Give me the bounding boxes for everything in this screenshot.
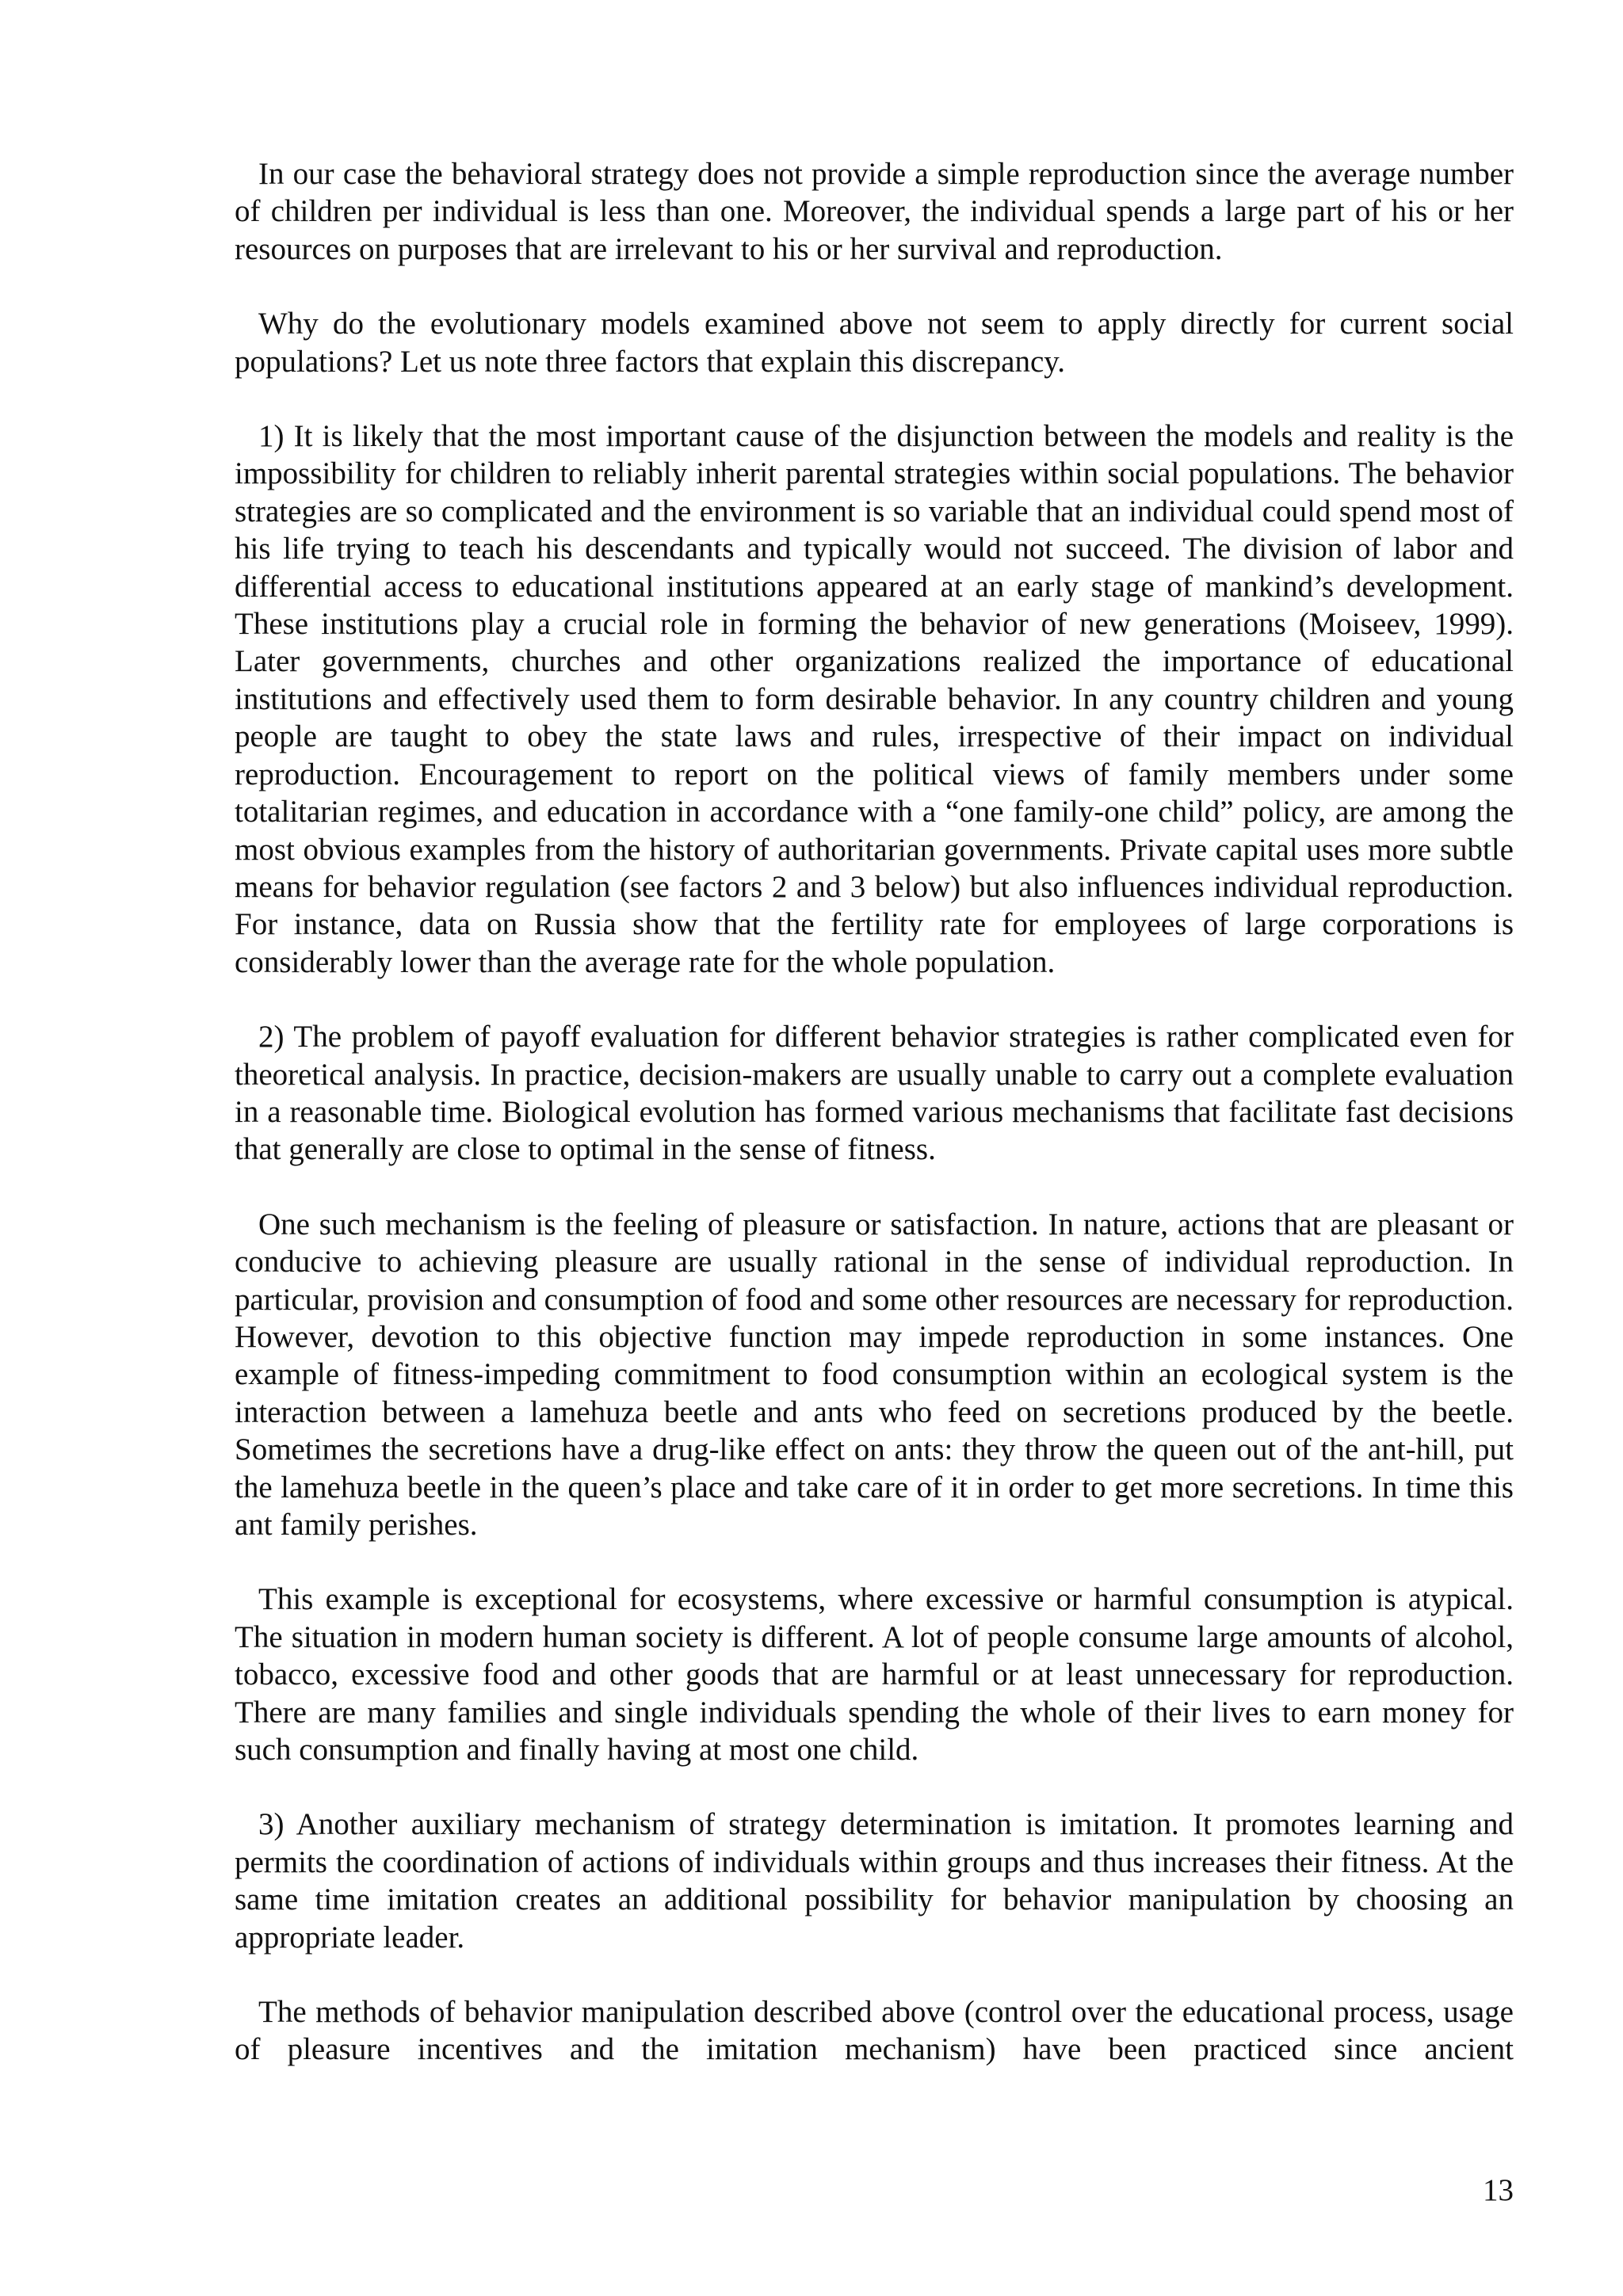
paragraph-factor-2-payoff-evaluation: 2) The problem of payoff evaluation for different behavior strategies is rather complicated even for theoretical analysis. In practice, decision-makers are usually unable to carry out a complete evaluation in a reasonable time. Biological evolution has formed various mechanisms that facilitate fast decisions that generally are close to optimal in the sense of fitness. xyxy=(235,1020,1514,1167)
paragraph-pleasure-mechanism: One such mechanism is the feeling of pleasure or satisfaction. In nature, actions that are pleasant or conducive to achieving pleasure are usually rational in the sense of individual reproduction. In particular, provision and consumption of food and some other resources are necessary for reproduction. However, devotion to this objective function may impede reproduction in some instances. One example of fitness-impeding commitment to food consumption within an ecological system is the interaction between a lamehuza beetle and ants who feed on secretions produced by the beetle. Sometimes the secretions have a drug-like effect on ants: they throw the queen out of the ant-hill, put the lamehuza beetle in the queen’s place and take care of it in order to get more secretions. In time this ant family perishes. xyxy=(235,1207,1514,1542)
paragraph-harmful-consumption: This example is exceptional for ecosystems, where excessive or harmful consumption is atypical. The situation in modern human society is different. A lot of people consume large amounts of alcohol, tobacco, excessive food and other goods that are harmful or at least unnecessary for reproduction. There are many families and single individuals spending the whole of their lives to earn money for such consumption and finally having at most one child. xyxy=(235,1582,1514,1768)
paragraph-evolutionary-models-question: Why do the evolutionary models examined above not seem to apply directly for current social populations? Let us note three factors that explain this discrepancy. xyxy=(235,307,1514,379)
paragraph-behavior-manipulation: The methods of behavior manipulation described above (control over the educational process, usage of pleasure incentives and the imitation mechanism) have been practiced since ancient xyxy=(235,1995,1514,2067)
paragraph-factor-1-inheritance: 1) It is likely that the most important cause of the disjunction between the models and reality is the impossibility for children to reliably inherit parental strategies within social populations. The behavior strategies are so complicated and the environment is so variable that an individual could spend most of his life trying to teach his descendants and typically would not succeed. The division of labor and differential access to educational institutions appeared at an early stage of mankind’s development. These institutions play a crucial role in forming the behavior of new generations (Moiseev, 1999). Later governments, churches and other organizations realized the importance of educational institutions and effectively used them to form desirable behavior. In any country children and young people are taught to obey the state laws and rules, irrespective of their impact on individual reproduction. Encouragement to report on the political views of family members under some totalitarian regimes, and education in accordance with a “one family-one child” policy, are among the most obvious examples from the history of authoritarian governments. Private capital uses more subtle means for behavior regulation (see factors 2 and 3 below) but also influences individual reproduction. For instance, data on Russia show that the fertility rate for employees of large corporations is considerably lower than the average rate for the whole population. xyxy=(235,419,1514,979)
page-number: 13 xyxy=(1483,2173,1514,2207)
paragraph-factor-3-imitation: 3) Another auxiliary mechanism of strategy determination is imitation. It promotes learning and permits the coordination of actions of individuals within groups and thus increases their fitness. At the same time imitation creates an additional possibility for behavior manipulation by choosing an appropriate leader. xyxy=(235,1807,1514,1955)
paragraph-reproduction-strategy: In our case the behavioral strategy does not provide a simple reproduction since the average number of children per individual is less than one. Moreover, the individual spends a large part of his or her resources on purposes that are irrelevant to his or her survival and reproduction. xyxy=(235,157,1514,266)
page-body xyxy=(235,155,1514,2069)
